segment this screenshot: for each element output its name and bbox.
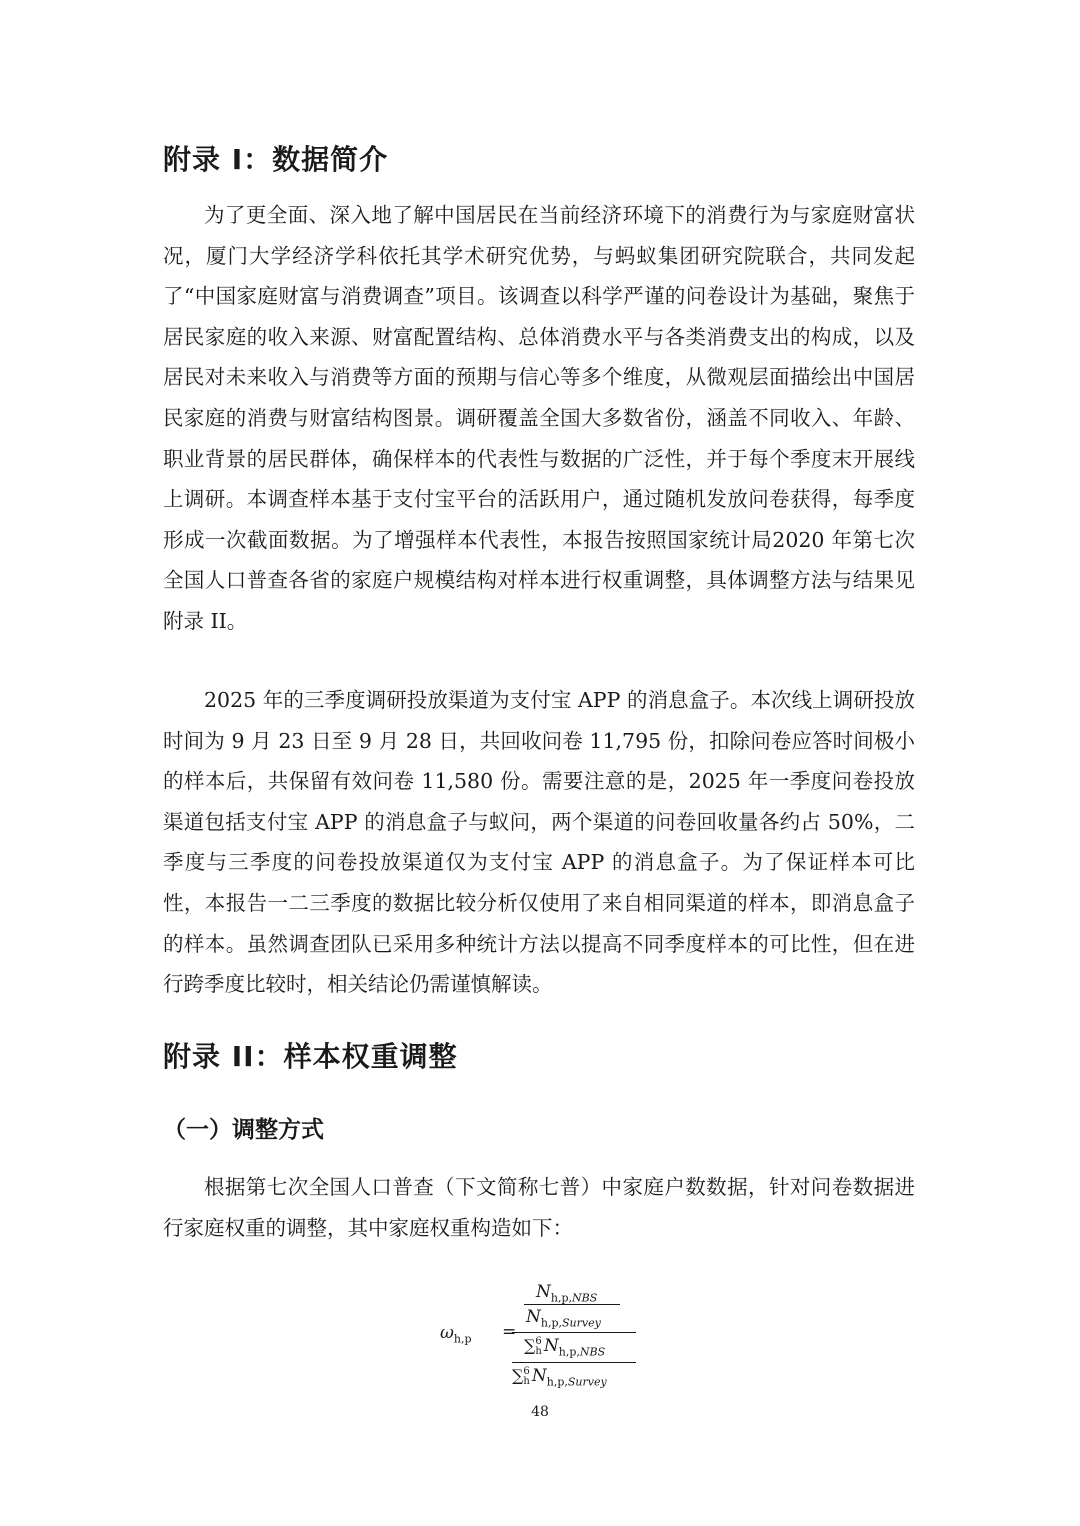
- formula-equals: =: [502, 1322, 517, 1342]
- formula-nbs-term: $N_{h,p,NBS}$: [536, 1282, 598, 1305]
- appendix1-paragraph-2: 2025 年的三季度调研投放渠道为支付宝 APP 的消息盒子。本次线上调研投放时间为 9 月 23 日至 9 月 28 日，共回收问卷 11,795 份，扣除问卷应答时间极小的样本后，共保留有效问卷 11,580 份。需要注意的是，2025 年一季度问卷投放渠道包括支付宝 APP 的消息盒子与蚁问，两个渠道的问卷回收量各约占 50%，二季度与三季度的问卷投放渠道仅为支付宝 APP 的消息盒子。为了保证样本可比性，本报告一二三季度的数据比较分析仅使用了来自相同渠道的样本，即消息盒子的样本。虽然调查团队已采用多种统计方法以提高不同季度样本的可比性，但在进行跨季度比较时，相关结论仍需谨慎解读。: [163, 688, 915, 997]
- weight-formula: [440, 1280, 660, 1392]
- appendix1-title: 附录 I：数据简介: [163, 143, 389, 176]
- appendix2-title: 附录 II：样本权重调整: [163, 1040, 458, 1073]
- appendix2-paragraph: 根据第七次全国人口普查（下文简称七普）中家庭户数数据，针对问卷数据进行家庭权重的调整，其中家庭权重构造如下：: [163, 1175, 915, 1240]
- appendix1-paragraph-1: 为了更全面、深入地了解中国居民在当前经济环境下的消费行为与家庭财富状况，厦门大学经济学科依托其学术研究优势，与蚂蚁集团研究院联合，共同发起了“中国家庭财富与消费调查”项目。该调查以科学严谨的问卷设计为基础，聚焦于居民家庭的收入来源、财富配置结构、总体消费水平与各类消费支出的构成，以及居民对未来收入与消费等方面的预期与信心等多个维度，从微观层面描绘出中国居民家庭的消费与财富结构图景。调研覆盖全国大多数省份，涵盖不同收入、年龄、职业背景的居民群体，确保样本的代表性与数据的广泛性，并于每个季度末开展线上调研。本调查样本基于支付宝平台的活跃用户，通过随机发放问卷获得，每季度形成一次截面数据。为了增强样本代表性，本报告按照国家统计局2020 年第七次全国人口普查各省的家庭户规模结构对样本进行权重调整，具体调整方法与结果见附录 II。: [163, 203, 915, 633]
- formula-inner-fraction-line-bottom: [512, 1362, 636, 1363]
- formula-sum-survey-term: ∑6 h $N_{h,p,Survey}$: [512, 1365, 607, 1389]
- appendix2-subsection-title: （一）调整方式: [163, 1117, 324, 1143]
- formula-main-fraction-line: [512, 1332, 636, 1333]
- formula-survey-term: $N_{h,p,Survey}$: [526, 1307, 601, 1330]
- formula-sum-nbs-term: ∑6 h $N_{h,p,NBS}$: [524, 1335, 606, 1359]
- page-number: 48: [531, 1404, 549, 1420]
- formula-lhs: $\omega_{h,p}$: [440, 1323, 472, 1346]
- formula-inner-fraction-line-top: [524, 1304, 620, 1305]
